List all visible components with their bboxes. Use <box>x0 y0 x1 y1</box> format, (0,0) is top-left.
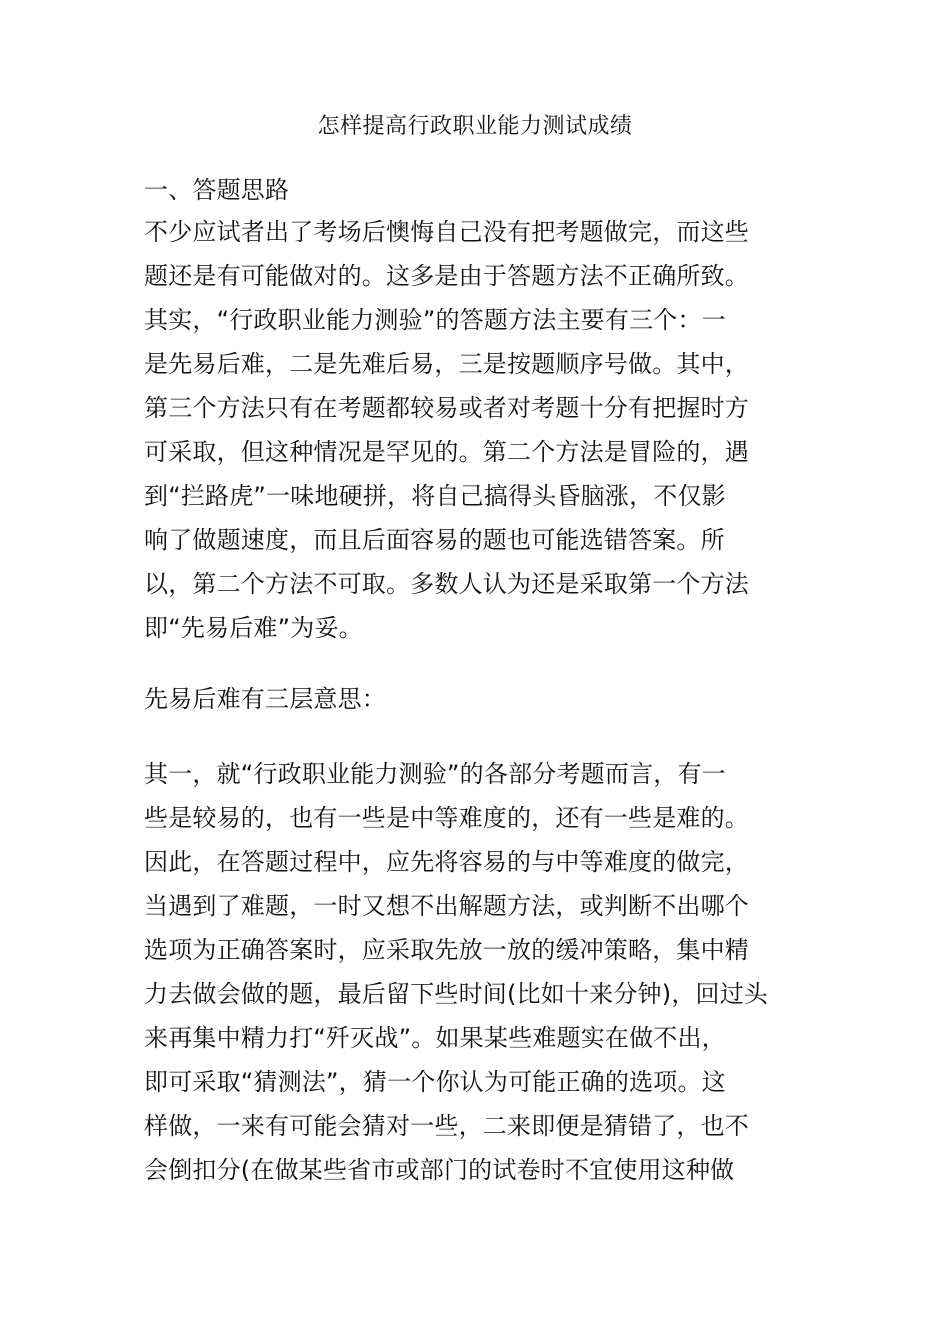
paragraph-1-line: 第三个方法只有在考题都较易或者对考题十分有把握时方 <box>144 394 749 422</box>
paragraph-1-line: 以，第二个方法不可取。多数人认为还是采取第一个方法 <box>144 570 749 598</box>
paragraph-1-line: 其实，“行政职业能力测验”的答题方法主要有三个：一 <box>144 306 726 334</box>
paragraph-3-line: 样做，一来有可能会猜对一些，二来即便是猜错了，也不 <box>144 1112 749 1140</box>
paragraph-3-line: 力去做会做的题，最后留下些时间(比如十来分钟)，回过头 <box>144 980 769 1008</box>
paragraph-1-line: 是先易后难，二是先难后易，三是按题顺序号做。其中， <box>144 350 749 378</box>
paragraph-3-line: 些是较易的，也有一些是中等难度的，还有一些是难的。 <box>144 804 749 832</box>
paragraph-1-line: 可采取，但这种情况是罕见的。第二个方法是冒险的，遇 <box>144 438 749 466</box>
paragraph-1-line: 响了做题速度，而且后面容易的题也可能选错答案。所 <box>144 526 725 554</box>
paragraph-3-line: 来再集中精力打“歼灭战”。如果某些难题实在做不出， <box>144 1024 726 1052</box>
paragraph-2-text: 先易后难有三层意思： <box>144 685 386 713</box>
paragraph-1-line: 不少应试者出了考场后懊悔自己没有把考题做完，而这些 <box>144 218 749 246</box>
document-title: 怎样提高行政职业能力测试成绩 <box>317 114 633 139</box>
paragraph-1-line: 题还是有可能做对的。这多是由于答题方法不正确所致。 <box>144 262 749 290</box>
paragraph-2 <box>144 677 814 721</box>
paragraph-1-line: 即“先易后难”为妥。 <box>144 614 363 642</box>
paragraph-1 <box>144 210 814 650</box>
paragraph-3-line: 当遇到了难题，一时又想不出解题方法，或判断不出哪个 <box>144 892 749 920</box>
paragraph-1-line: 到“拦路虎”一味地硬拼，将自己搞得头昏脑涨，不仅影 <box>144 482 726 510</box>
paragraph-3-line: 其一，就“行政职业能力测验”的各部分考题而言，有一 <box>144 760 726 788</box>
paragraph-3-line: 因此，在答题过程中，应先将容易的与中等难度的做完， <box>144 848 749 876</box>
section-heading: 一、答题思路 <box>144 176 290 204</box>
paragraph-3-line: 会倒扣分(在做某些省市或部门的试卷时不宜使用这种做 <box>144 1156 735 1184</box>
paragraph-3-line: 选项为正确答案时，应采取先放一放的缓冲策略，集中精 <box>144 936 749 964</box>
section-heading-block <box>144 168 814 212</box>
paragraph-3 <box>144 752 814 1192</box>
paragraph-3-line: 即可采取“猜测法”，猜一个你认为可能正确的选项。这 <box>144 1068 726 1096</box>
